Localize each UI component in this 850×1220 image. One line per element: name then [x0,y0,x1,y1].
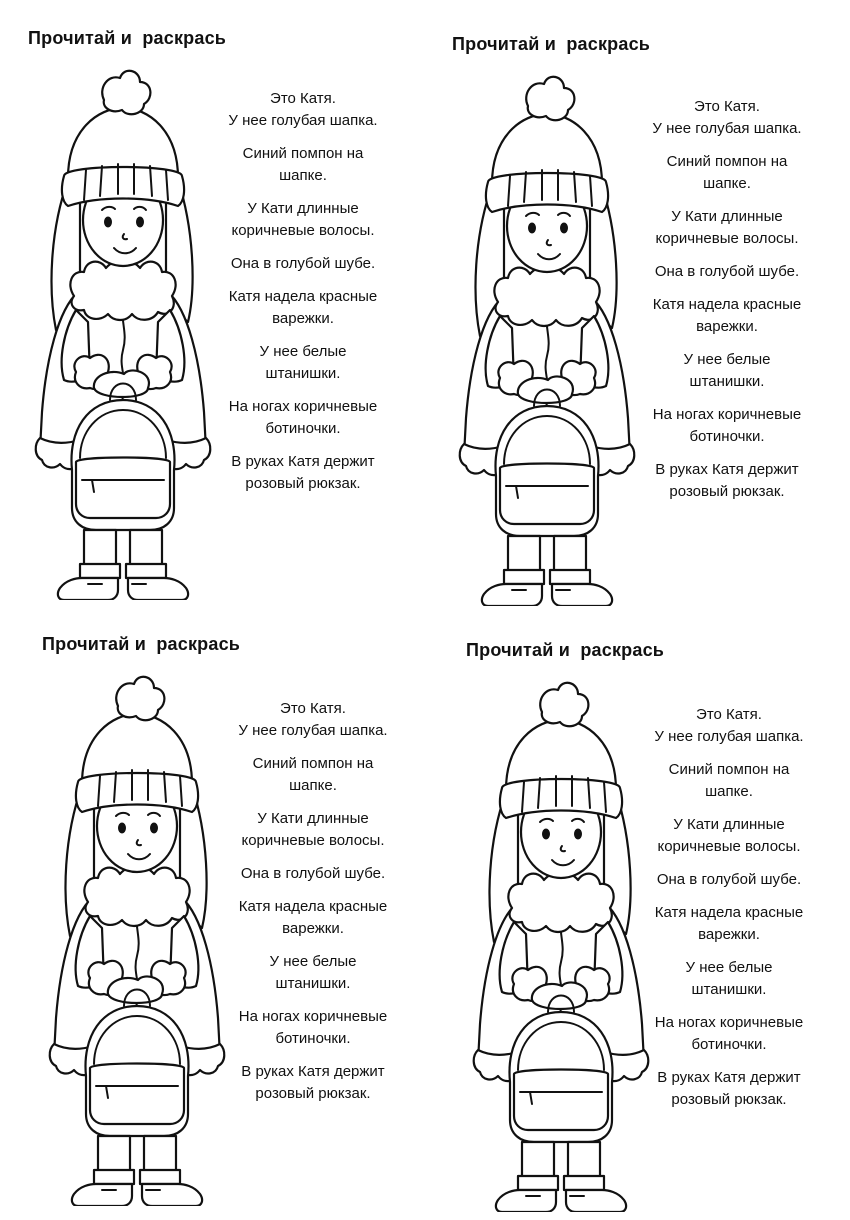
coloring-card-3 [42,634,462,1214]
story-line-text: штанишки. [689,373,765,390]
story-line [218,698,408,742]
story-line-text: Она в голубой шубе. [230,255,376,272]
story-line [632,261,822,283]
story-line-text: шапке. [705,783,753,800]
story-line [218,863,408,885]
girl-illustration [466,672,656,1212]
story-line-text: У нее белые [685,959,773,976]
story-line-text: Это Катя. [696,706,762,723]
coloring-card-1 [28,28,448,608]
story-line-text: штанишки. [275,975,351,992]
card-title: Прочитай и раскрась [452,34,651,54]
story-line [218,808,408,852]
story-line [632,349,822,393]
card-title: Прочитай и раскрась [28,28,227,48]
coloring-card-4 [466,640,850,1220]
story-line-text: У Кати длинные [671,208,783,225]
story-line [208,396,398,440]
story-line-text: У нее белые [259,343,347,360]
story-line-text: У Кати длинные [673,816,785,833]
story-line [208,88,398,132]
story-line-text: У нее голубая шапка. [654,728,804,745]
story-line-text: ботиночки. [691,1036,767,1053]
story-line-text: варежки. [696,318,758,335]
story-line-text: розовый рюкзак. [245,475,361,492]
story-line-text: Катя надела красные [228,288,378,305]
story-line [632,404,822,448]
story-line-text: варежки. [698,926,760,943]
story-line-text: В руках Катя держит [241,1063,385,1080]
story-line [634,869,824,891]
story-line-text: У Кати длинные [257,810,369,827]
story-line [634,1012,824,1056]
story-line-text: Это Катя. [694,98,760,115]
story-line [634,759,824,803]
story-text [634,704,824,1122]
story-line-text: У Кати длинные [247,200,359,217]
story-line [634,704,824,748]
story-line-text: Катя надела красные [652,296,802,313]
story-line-text: Она в голубой шубе. [240,865,386,882]
story-line-text: шапке. [289,777,337,794]
story-line-text: Катя надела красные [238,898,388,915]
story-line-text: На ногах коричневые [228,398,378,415]
story-line [634,902,824,946]
story-line [634,1067,824,1111]
story-line-text: В руках Катя держит [231,453,375,470]
story-line [208,253,398,275]
story-line-text: ботиночки. [265,420,341,437]
story-line-text: В руках Катя держит [657,1069,801,1086]
story-line-text: варежки. [272,310,334,327]
story-line-text: коричневые волосы. [241,832,385,849]
story-line [208,286,398,330]
story-line-text: коричневые волосы. [657,838,801,855]
story-line-text: коричневые волосы. [655,230,799,247]
story-line [208,341,398,385]
story-line [208,198,398,242]
story-line-text: розовый рюкзак. [671,1091,787,1108]
story-line [208,451,398,495]
story-line-text: Синий помпон на [252,755,374,772]
story-line [218,1006,408,1050]
story-line [218,753,408,797]
story-line-text: На ногах коричневые [652,406,802,423]
card-title: Прочитай и раскрась [42,634,241,654]
story-line-text: розовый рюкзак. [669,483,785,500]
story-line [632,206,822,250]
story-line [208,143,398,187]
story-line-text: шапке. [279,167,327,184]
story-line-text: варежки. [282,920,344,937]
story-line [218,951,408,995]
story-line-text: В руках Катя держит [655,461,799,478]
story-line-text: Она в голубой шубе. [654,263,800,280]
girl-illustration [28,60,218,600]
story-line-text: Она в голубой шубе. [656,871,802,888]
story-line-text: розовый рюкзак. [255,1085,371,1102]
girl-illustration [452,66,642,606]
story-line [632,151,822,195]
story-line-text: Синий помпон на [668,761,790,778]
story-line [218,1061,408,1105]
story-line-text: ботиночки. [275,1030,351,1047]
story-line [634,957,824,1001]
card-title: Прочитай и раскрась [466,640,665,660]
girl-illustration [42,666,232,1206]
story-line-text: штанишки. [691,981,767,998]
story-text [632,96,822,514]
story-line-text: На ногах коричневые [238,1008,388,1025]
coloring-card-2 [452,34,850,614]
story-line-text: У нее голубая шапка. [652,120,802,137]
story-text [218,698,408,1116]
story-line-text: штанишки. [265,365,341,382]
story-line-text: Синий помпон на [242,145,364,162]
story-line [632,459,822,503]
story-line-text: У нее белые [683,351,771,368]
story-line-text: Это Катя. [280,700,346,717]
story-line-text: На ногах коричневые [654,1014,804,1031]
story-text [208,88,398,506]
story-line-text: коричневые волосы. [231,222,375,239]
story-line-text: У нее голубая шапка. [238,722,388,739]
story-line-text: У нее белые [269,953,357,970]
story-line-text: ботиночки. [689,428,765,445]
story-line [632,96,822,140]
story-line-text: Это Катя. [270,90,336,107]
story-line-text: Синий помпон на [666,153,788,170]
story-line-text: Катя надела красные [654,904,804,921]
story-line [218,896,408,940]
story-line [634,814,824,858]
story-line-text: У нее голубая шапка. [228,112,378,129]
story-line [632,294,822,338]
story-line-text: шапке. [703,175,751,192]
